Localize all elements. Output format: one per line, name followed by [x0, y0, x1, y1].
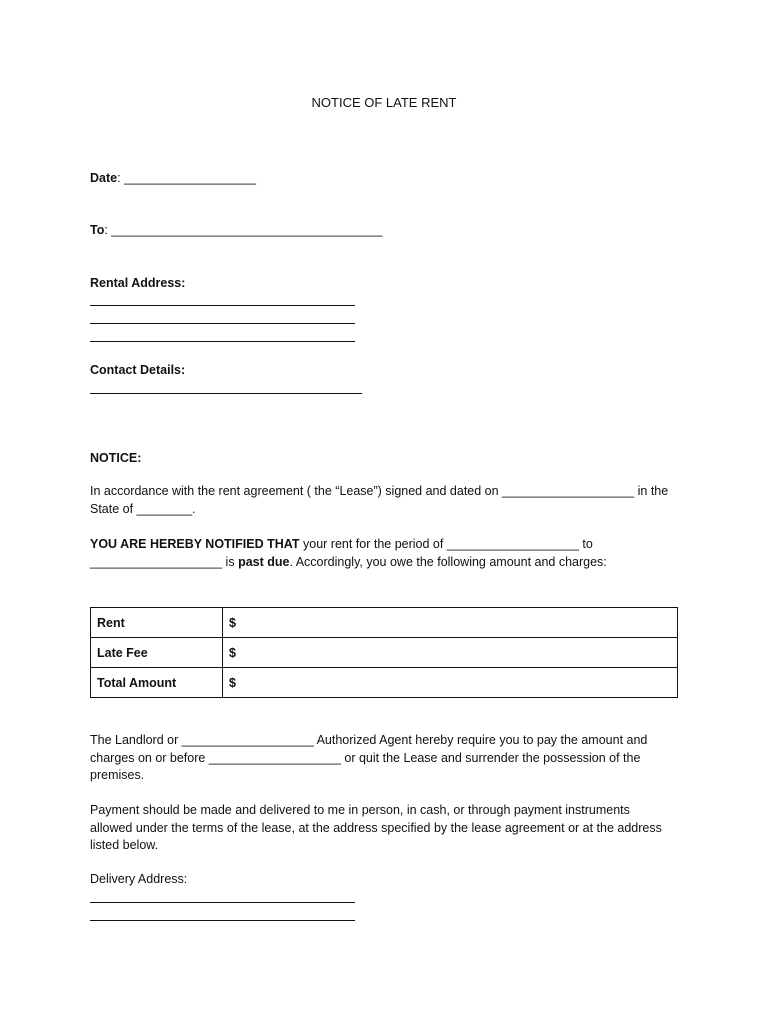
delivery-address-line-2[interactable] — [90, 920, 355, 921]
landlord-line-3: premises. — [90, 768, 145, 782]
past-due-paragraph — [90, 536, 680, 571]
to-label: To — [90, 223, 105, 237]
past-due-line-1 — [90, 536, 680, 554]
date-label: Date — [90, 171, 118, 185]
table-row — [91, 638, 678, 668]
charge-label: Late Fee — [91, 638, 223, 668]
charges-table — [90, 607, 678, 698]
payment-line-2: allowed under the terms of the lease, at the address specified by the lease agreement or at the address — [90, 820, 662, 835]
period-end-text: ___________________ is — [90, 554, 239, 569]
contact-details-line[interactable] — [90, 393, 362, 394]
date-separator: : — [117, 171, 125, 185]
charge-label: Total Amount — [91, 668, 223, 698]
table-row — [91, 608, 678, 638]
charge-label: Rent — [91, 608, 223, 638]
to-blank[interactable]: _______________________________________ — [111, 223, 383, 237]
lease-paragraph-line-1: In accordance with the rent agreement ( the “Lease”) signed and dated on ___________________ in the — [90, 484, 669, 498]
to-field — [90, 223, 382, 237]
delivery-address-line-1[interactable] — [90, 902, 355, 903]
delivery-address-label: Delivery Address: — [90, 872, 188, 886]
table-row — [91, 668, 678, 698]
rental-address-line-2[interactable] — [90, 323, 355, 324]
charge-amount[interactable]: $ — [223, 638, 678, 668]
charge-amount[interactable]: $ — [223, 668, 678, 698]
to-separator: : — [104, 223, 112, 237]
period-text: your rent for the period of ___________________ to — [299, 537, 593, 551]
amount-owed-text: . Accordingly, you owe the following amount and charges: — [289, 554, 607, 569]
landlord-line-2: charges on or before ___________________ or quit the Lease and surrender the possession of the — [90, 750, 641, 765]
payment-line-3: listed below. — [90, 838, 159, 852]
document-title: NOTICE OF LATE RENT — [311, 95, 457, 110]
payment-line-1: Payment should be made and delivered to me in person, in cash, or through payment instruments — [90, 803, 630, 817]
past-due-text: past due — [238, 554, 290, 569]
landlord-line-1: The Landlord or ___________________ Authorized Agent hereby require you to pay the amount and — [90, 733, 648, 747]
landlord-paragraph — [90, 732, 680, 785]
rental-address-line-1[interactable] — [90, 305, 355, 306]
lease-paragraph — [90, 483, 680, 518]
rental-address-line-3[interactable] — [90, 341, 355, 342]
rental-address-label: Rental Address: — [90, 276, 186, 290]
past-due-line-2 — [90, 554, 680, 572]
payment-paragraph — [90, 802, 680, 855]
date-blank[interactable]: ___________________ — [124, 171, 257, 185]
lease-paragraph-line-2: State of ________. — [90, 501, 196, 516]
hereby-notified-text: YOU ARE HEREBY NOTIFIED THAT — [90, 537, 300, 551]
date-field — [90, 171, 256, 185]
notice-heading: NOTICE: — [90, 451, 142, 465]
charge-amount[interactable]: $ — [223, 608, 678, 638]
contact-details-label: Contact Details: — [90, 363, 186, 377]
